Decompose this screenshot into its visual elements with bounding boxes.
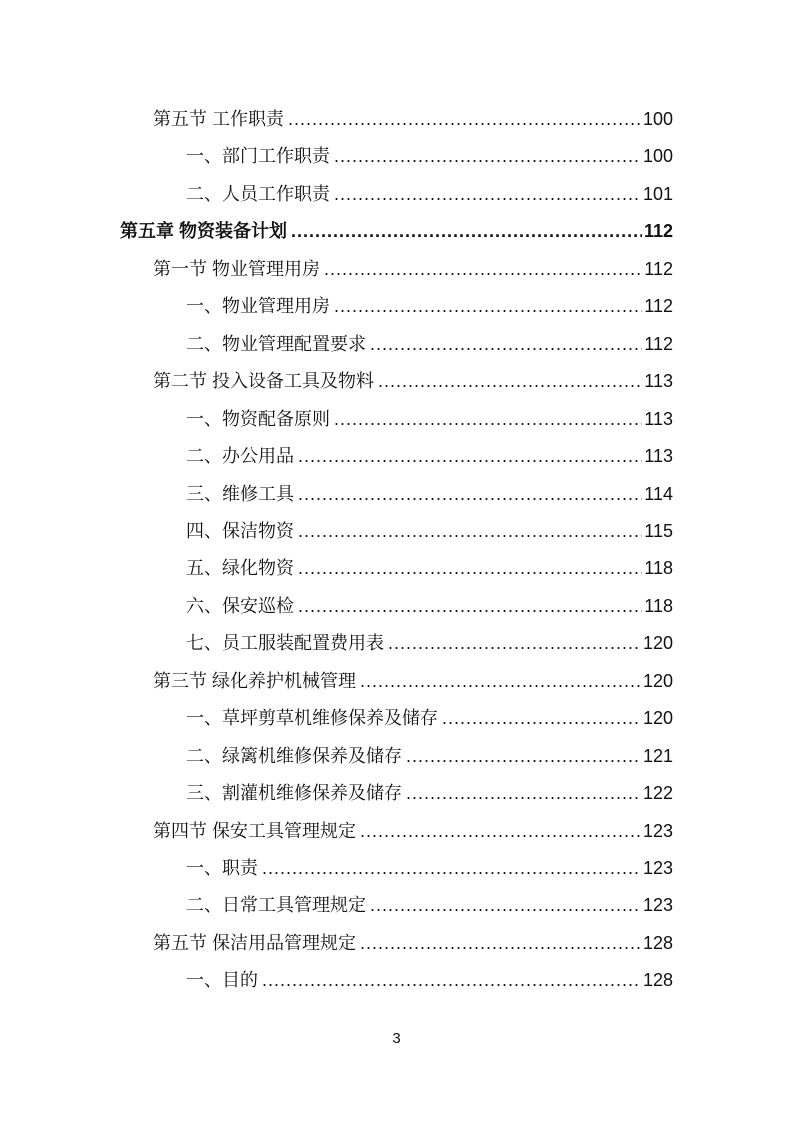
toc-entry-page: 123 xyxy=(642,895,673,916)
toc-entry-page: 120 xyxy=(642,670,673,691)
toc-item-entry[interactable] xyxy=(186,703,673,733)
toc-entry-page: 112 xyxy=(643,221,673,242)
toc-entry-page: 113 xyxy=(644,408,673,429)
dot-leader xyxy=(360,666,641,696)
toc-item-entry[interactable] xyxy=(186,179,673,209)
page-number: 3 xyxy=(392,1030,401,1047)
toc-section-entry[interactable] xyxy=(153,928,673,958)
toc-entry-page: 121 xyxy=(642,745,673,766)
toc-entry-page: 113 xyxy=(644,371,673,392)
toc-entry-label: 第三节 绿化养护机械管理 xyxy=(153,670,356,691)
toc-item-entry[interactable] xyxy=(186,141,673,171)
toc-entry-label: 二、人员工作职责 xyxy=(186,183,330,204)
toc-entry-page: 114 xyxy=(644,483,673,504)
toc-entry-page: 120 xyxy=(642,633,673,654)
dot-leader xyxy=(406,778,641,808)
dot-leader xyxy=(442,703,641,733)
toc-item-entry[interactable] xyxy=(186,965,673,995)
toc-entry-label: 三、维修工具 xyxy=(186,483,294,504)
toc-item-entry[interactable] xyxy=(186,441,673,471)
toc-entry-page: 123 xyxy=(642,858,673,878)
toc-entry-page: 118 xyxy=(644,595,673,616)
toc-entry-label: 二、物业管理配置要求 xyxy=(186,333,366,354)
toc-item-entry[interactable] xyxy=(186,778,673,808)
dot-leader xyxy=(334,179,641,209)
dot-leader xyxy=(298,553,642,583)
toc-item-entry[interactable] xyxy=(186,591,673,621)
toc-entry-label: 二、日常工具管理规定 xyxy=(186,895,366,916)
toc-section-entry[interactable] xyxy=(153,366,673,396)
toc-entry-page: 112 xyxy=(644,296,673,317)
dot-leader xyxy=(262,853,641,883)
toc-entry-label: 七、员工服装配置费用表 xyxy=(186,633,384,654)
dot-leader xyxy=(334,141,641,171)
toc-section-entry[interactable] xyxy=(153,666,673,696)
dot-leader xyxy=(378,366,642,396)
toc-entry-label: 二、办公用品 xyxy=(186,446,294,467)
dot-leader xyxy=(360,816,641,846)
toc-entry-page: 122 xyxy=(642,783,673,804)
dot-leader xyxy=(262,965,641,995)
toc-section-entry[interactable] xyxy=(153,104,673,134)
toc-entry-page: 115 xyxy=(644,520,673,541)
dot-leader xyxy=(288,104,641,134)
toc-item-entry[interactable] xyxy=(186,479,673,509)
toc-item-entry[interactable] xyxy=(186,628,673,658)
toc-entry-label: 第五章 物资装备计划 xyxy=(120,221,288,242)
toc-entry-page: 128 xyxy=(642,932,673,953)
toc-section-entry[interactable] xyxy=(153,254,673,284)
toc-entry-page: 118 xyxy=(644,558,673,579)
toc-entry-label: 一、目的 xyxy=(186,970,258,991)
dot-leader xyxy=(334,291,642,321)
toc-entry-page: 128 xyxy=(642,970,673,991)
toc-section-entry[interactable] xyxy=(153,816,673,846)
toc-item-entry[interactable] xyxy=(186,890,673,920)
toc-entry-label: 一、职责 xyxy=(186,858,258,878)
dot-leader xyxy=(370,890,641,920)
dot-leader xyxy=(406,741,641,771)
toc-entry-label: 一、部门工作职责 xyxy=(186,146,330,167)
dot-leader xyxy=(388,628,641,658)
dot-leader xyxy=(370,329,642,359)
toc-entry-label: 二、绿篱机维修保养及储存 xyxy=(186,745,402,766)
toc-entry-page: 112 xyxy=(644,258,673,279)
toc-entry-label: 四、保洁物资 xyxy=(186,520,294,541)
toc-entry-page: 112 xyxy=(644,333,673,354)
toc-entry-label: 一、物业管理用房 xyxy=(186,296,330,317)
toc-entry-page: 120 xyxy=(642,708,673,729)
toc-entry-label: 三、割灌机维修保养及储存 xyxy=(186,783,402,804)
toc-entry-page: 101 xyxy=(642,183,673,204)
toc-item-entry[interactable] xyxy=(186,329,673,359)
dot-leader xyxy=(360,928,641,958)
toc-entry-page: 100 xyxy=(642,109,673,129)
toc-entry-page: 100 xyxy=(642,146,673,167)
toc-chapter-entry[interactable] xyxy=(120,216,673,246)
toc-item-entry[interactable] xyxy=(186,741,673,771)
toc-item-entry[interactable] xyxy=(186,516,673,546)
toc-entry-label: 第四节 保安工具管理规定 xyxy=(153,820,356,841)
toc-entry-page: 113 xyxy=(644,446,673,467)
toc-entry-label: 一、物资配备原则 xyxy=(186,408,330,429)
dot-leader xyxy=(298,591,642,621)
toc-entry-label: 第二节 投入设备工具及物料 xyxy=(153,371,374,392)
dot-leader xyxy=(298,479,642,509)
toc-entry-label: 第五节 工作职责 xyxy=(153,109,285,129)
dot-leader xyxy=(291,216,642,246)
toc-entry-page: 123 xyxy=(642,820,673,841)
dot-leader xyxy=(334,404,642,434)
toc-entry-label: 六、保安巡检 xyxy=(186,595,294,616)
dot-leader xyxy=(298,516,642,546)
toc-entry-label: 一、草坪剪草机维修保养及储存 xyxy=(186,708,438,729)
toc-item-entry[interactable] xyxy=(186,404,673,434)
toc-entry-label: 五、绿化物资 xyxy=(186,558,294,579)
toc-item-entry[interactable] xyxy=(186,291,673,321)
toc-entry-label: 第五节 保洁用品管理规定 xyxy=(153,932,356,953)
toc-entry-label: 第一节 物业管理用房 xyxy=(153,258,321,279)
dot-leader xyxy=(324,254,642,284)
toc-item-entry[interactable] xyxy=(186,553,673,583)
dot-leader xyxy=(298,441,642,471)
toc-item-entry[interactable] xyxy=(186,853,673,883)
